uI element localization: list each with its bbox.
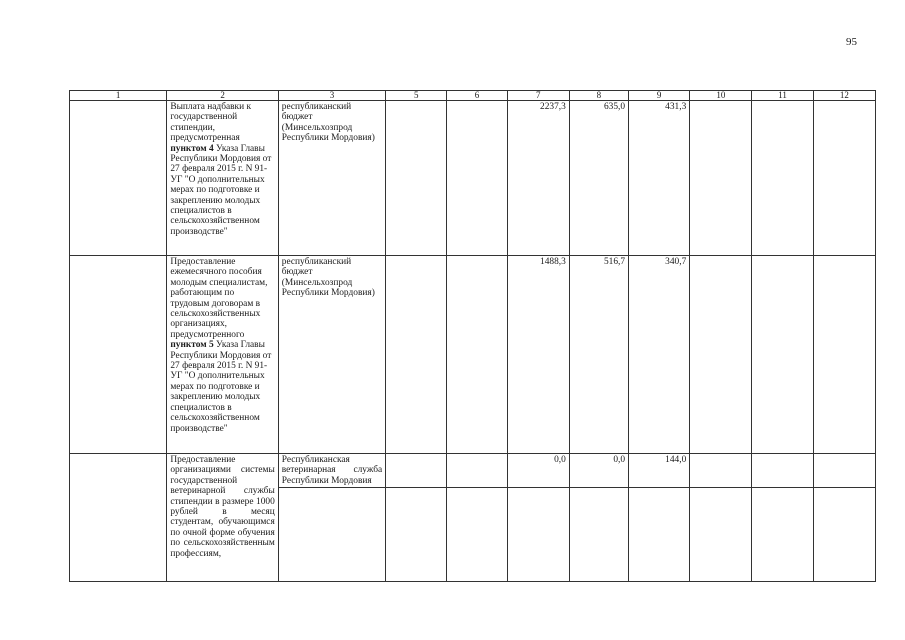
value-cell-8: 635,0 (569, 101, 628, 256)
table-row (70, 256, 876, 454)
table-cell (447, 488, 507, 582)
table-cell (70, 454, 167, 582)
table-cell (752, 454, 813, 488)
header-cell: 2 (167, 91, 278, 101)
table-cell (752, 256, 813, 454)
description-cell: Выплата надбавки к государственной стипендии, предусмотренная пунктом 4 Указа Главы Республики Мордовия от 27 февраля 2015 г. N 91-УГ "О дополнительных мерах по подготовке и закреплению молодых специалистов в сельскохозяйственном производстве" (167, 101, 278, 256)
table-cell (752, 488, 813, 582)
header-cell: 12 (813, 91, 875, 101)
budget-table (69, 90, 876, 582)
source-cell: республиканский бюджет (Минсельхозпрод Республики Мордовия) (278, 101, 385, 256)
table-cell (70, 101, 167, 256)
header-cell: 3 (278, 91, 385, 101)
value-cell-7: 2237,3 (507, 101, 569, 256)
header-cell: 11 (752, 91, 813, 101)
header-cell: 5 (386, 91, 447, 101)
header-cell: 1 (70, 91, 167, 101)
table-cell (813, 454, 875, 488)
table-cell (70, 256, 167, 454)
table-row (70, 101, 876, 256)
table-cell (386, 488, 447, 582)
table-cell (569, 488, 628, 582)
table-cell (278, 488, 385, 582)
table-cell (386, 101, 447, 256)
value-cell-9: 340,7 (629, 256, 690, 454)
header-cell: 10 (690, 91, 752, 101)
header-cell: 7 (507, 91, 569, 101)
table-cell (813, 488, 875, 582)
header-row (70, 91, 876, 101)
table-cell (386, 454, 447, 488)
table-cell (690, 454, 752, 488)
description-cell: Предоставление организациями системы государственной ветеринарной службы стипендии в размере 1000 рублей в месяц студентам, обучающимся по очной форме обучения по сельскохозяйственным профессиям, (167, 454, 278, 582)
value-cell-8: 516,7 (569, 256, 628, 454)
value-cell-9: 144,0 (629, 454, 690, 488)
source-cell: республиканский бюджет (Минсельхозпрод Республики Мордовия) (278, 256, 385, 454)
value-cell-9: 431,3 (629, 101, 690, 256)
table-cell (386, 256, 447, 454)
header-cell: 9 (629, 91, 690, 101)
bold-reference: пунктом 4 (170, 143, 214, 154)
table-cell (813, 256, 875, 454)
table-cell (752, 101, 813, 256)
table-cell (813, 101, 875, 256)
table-cell (629, 488, 690, 582)
source-cell: Республиканская ветеринарная служба Республики Мордовия (278, 454, 385, 488)
value-cell-7: 0,0 (507, 454, 569, 488)
value-cell-7: 1488,3 (507, 256, 569, 454)
bold-reference: пунктом 5 (170, 340, 214, 351)
value-cell-8: 0,0 (569, 454, 628, 488)
table-cell (507, 488, 569, 582)
description-cell: Предоставление ежемесячного пособия молодым специалистам, работающим по трудовым договорам в сельскохозяйственных организациях, предусмотренного пунктом 5 Указа Главы Республики Мордовия от 27 февраля 2015 г. N 91-УГ "О дополнительных мерах по подготовке и закреплению молодых специалистов в сельскохозяйственном производстве" (167, 256, 278, 454)
table-cell (690, 488, 752, 582)
page-number: 95 (846, 36, 857, 48)
table-cell (690, 256, 752, 454)
table-cell (447, 101, 507, 256)
header-cell: 6 (447, 91, 507, 101)
table-cell (447, 256, 507, 454)
header-cell: 8 (569, 91, 628, 101)
table-row (70, 454, 876, 488)
table-cell (447, 454, 507, 488)
table-cell (690, 101, 752, 256)
